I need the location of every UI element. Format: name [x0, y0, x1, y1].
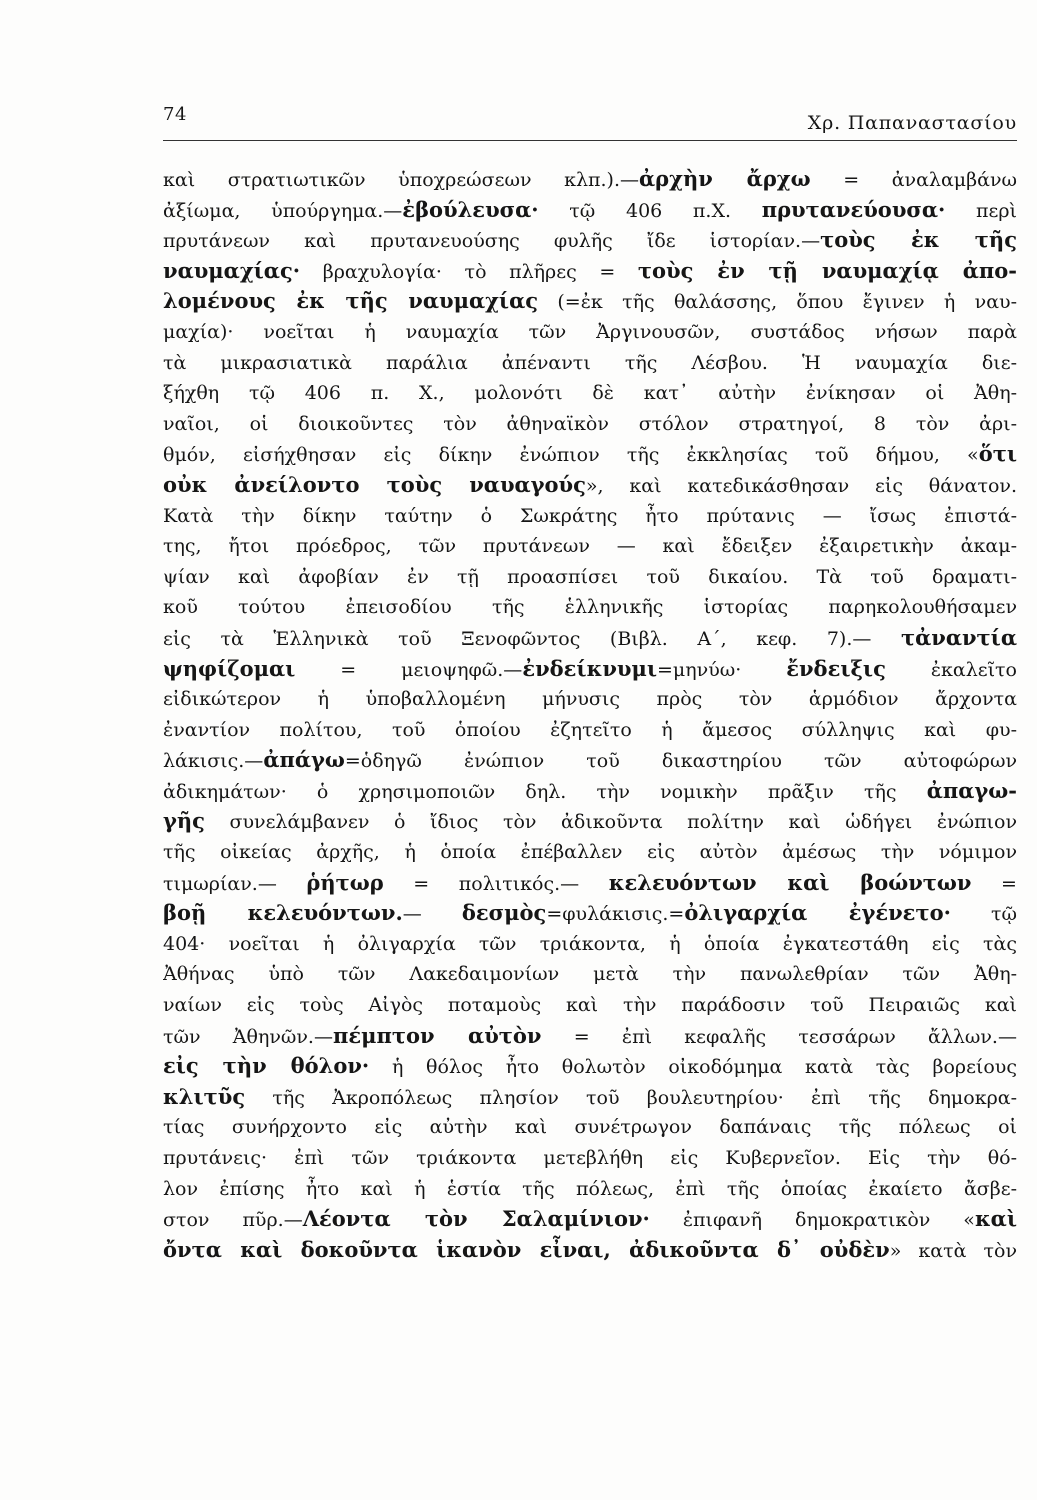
text-line — [163, 990, 1017, 1021]
bold-lemma: ναυμαχίας· — [163, 257, 301, 283]
text-line — [163, 1143, 1017, 1174]
text-segment: Ἀθήνας ὑπὸ τῶν Λακεδαιμονίων μετὰ τὴν πανωλεθρίαν τῶν Ἀθη- — [163, 963, 1017, 986]
text-line — [163, 898, 1017, 929]
bold-lemma: εἰς τὴν θόλον· — [163, 1053, 370, 1079]
text-segment: της, ἤτοι πρόεδρος, τῶν πρυτάνεων — καὶ ἔδειξεν ἐξαιρετικὴν ἀκαμ- — [163, 535, 1017, 558]
text-segment: =φυλάκισις.= — [546, 903, 685, 926]
text-line — [163, 1204, 1017, 1235]
text-line — [163, 745, 1017, 776]
text-segment: τιμωρίαν.— — [163, 872, 307, 895]
text-line — [163, 256, 1017, 287]
text-line — [163, 225, 1017, 256]
text-segment: =μηνύω· — [657, 658, 787, 681]
text-segment: τῷ 406 π.Χ. — [538, 199, 762, 222]
bold-lemma: βοῇ κελευόντων. — [163, 900, 403, 926]
text-segment: πρυτάνεις· ἐπὶ τῶν τριάκοντα μετεβλήθη εἰς Κυβερνεῖον. Εἰς τὴν θό- — [163, 1147, 1017, 1169]
text-segment: (=ἐκ τῆς θαλάσσης, ὅπου ἔγινεν ἡ ναυ- — [538, 291, 1017, 314]
text-line — [163, 715, 1017, 746]
text-line — [163, 959, 1017, 990]
text-segment: τῷ — [950, 903, 1017, 926]
bold-lemma: ἀπαγω- — [926, 777, 1017, 803]
text-line — [163, 623, 1017, 654]
bold-lemma: ἀπάγω — [263, 747, 345, 773]
text-segment: », καὶ κατεδικάσθησαν εἰς θάνατον. — [585, 474, 1017, 497]
text-segment: = ἀναλαμβάνω — [810, 169, 1017, 191]
bold-lemma: λομένους ἐκ τῆς ναυμαχίας — [163, 288, 539, 314]
text-segment: λάκισις.— — [163, 750, 264, 773]
text-line — [163, 317, 1017, 348]
text-line — [163, 806, 1017, 837]
bold-lemma: ὀλιγαρχία ἐγένετο· — [684, 900, 951, 926]
text-segment: =ὁδηγῶ ἐνώπιον τοῦ δικαστηρίου τῶν αὐτοφώρων — [344, 750, 1017, 773]
text-segment: = πολιτικός.— — [383, 872, 609, 895]
text-segment: μαχία)· νοεῖται ἡ ναυμαχία τῶν Ἀργινουσῶν, συστάδος νήσων παρὰ — [163, 320, 1017, 343]
text-segment: στον πῦρ.— — [163, 1209, 303, 1232]
bold-lemma: καὶ — [974, 1206, 1017, 1232]
running-head — [163, 104, 1017, 141]
bold-lemma: κλιτῦς — [163, 1083, 246, 1109]
text-segment: περὶ — [945, 199, 1017, 222]
text-line — [163, 1021, 1017, 1052]
body-text — [163, 164, 1017, 1265]
bold-lemma: ὄντα καὶ δοκοῦντα ἱκανὸν εἶναι, ἀδικοῦντα δ᾿ οὐδὲν — [163, 1236, 890, 1262]
bold-lemma: ῥήτωρ — [306, 869, 384, 895]
bold-lemma: πέμπτον αὐτὸν — [332, 1022, 542, 1048]
text-segment: » κατὰ τὸν — [889, 1239, 1017, 1262]
bold-lemma: τοὺς ἐν τῇ ναυμαχίᾳ ἀπο- — [637, 257, 1017, 283]
text-line — [163, 837, 1017, 868]
text-line — [163, 348, 1017, 379]
text-segment: ἡ θόλος ἦτο θολωτὸν οἰκοδόμημα κατὰ τὰς βορείους — [369, 1056, 1017, 1079]
bold-lemma: τοὺς ἐκ τῆς — [820, 227, 1017, 253]
text-segment: ἐκαλεῖτο — [885, 658, 1017, 681]
text-line — [163, 470, 1017, 501]
running-head-author: Χρ. Παπαναστασίου — [807, 112, 1017, 134]
text-segment: ξήχθη τῷ 406 π. Χ., μολονότι δὲ κατ᾿ αὐτὴν ἐνίκησαν οἱ Ἀθη- — [163, 382, 1017, 405]
text-segment: ναίων εἰς τοὺς Αἰγὸς ποταμοὺς καὶ τὴν παράδοσιν τοῦ Πειραιῶς καὶ — [163, 994, 1017, 1017]
text-segment: βραχυλογία· τὸ πλῆρες = — [300, 260, 638, 283]
bold-lemma: ὅτι — [978, 441, 1017, 467]
bold-lemma: ψηφίζομαι — [163, 655, 296, 681]
text-segment: ἐναντίον πολίτου, τοῦ ὁποίου ἐζητεῖτο ἡ ἄμεσος σύλληψις καὶ φυ- — [163, 718, 1017, 741]
text-segment: = ἐπὶ κεφαλῆς τεσσάρων ἄλλων.— — [541, 1025, 1017, 1048]
text-line — [163, 501, 1017, 532]
text-segment: καὶ στρατιωτικῶν ὑποχρεώσεων κλπ.).— — [163, 169, 640, 191]
bold-lemma: ἐβούλευσα· — [402, 196, 539, 222]
text-line — [163, 378, 1017, 409]
text-line — [163, 929, 1017, 960]
text-segment: πρυτάνεων καὶ πρυτανευούσης φυλῆς ἴδε ἱστορίαν.— — [163, 230, 821, 253]
page-number: 74 — [163, 104, 187, 125]
text-segment: τῶν Ἀθηνῶν.— — [163, 1025, 333, 1048]
text-line — [163, 776, 1017, 807]
text-segment: — — [402, 903, 462, 926]
text-segment: ἐπιφανῆ δημοκρατικὸν « — [649, 1209, 975, 1232]
text-segment: λον ἐπίσης ἦτο καὶ ἡ ἑστία τῆς πόλεως, ἐπὶ τῆς ὁποίας ἐκαίετο ἄσβε- — [163, 1177, 1017, 1200]
text-line — [163, 1082, 1017, 1113]
bold-lemma: κελευόντων καὶ βοώντων — [608, 869, 972, 895]
text-line — [163, 1174, 1017, 1205]
text-line — [163, 684, 1017, 715]
bold-lemma: πρυτανεύουσα· — [761, 196, 946, 222]
text-segment: εἰς τὰ Ἑλληνικὰ τοῦ Ξενοφῶντος (Βιβλ. Α΄, κεφ. 7).— — [163, 627, 901, 650]
bold-lemma: ἔνδειξις — [786, 655, 886, 681]
text-line — [163, 1235, 1017, 1266]
text-segment: τῆς Ἀκροπόλεως πλησίον τοῦ βουλευτηρίου· ἐπὶ τῆς δημοκρα- — [245, 1086, 1017, 1109]
text-segment: κοῦ τούτου ἐπεισοδίου τῆς ἑλληνικῆς ἱστορίας παρηκολουθήσαμεν — [163, 596, 1017, 619]
text-line — [163, 164, 1017, 195]
text-segment: τίας συνήρχοντο εἰς αὐτὴν καὶ συνέτρωγον δαπάναις τῆς πόλεως οἱ — [163, 1116, 1017, 1139]
text-line — [163, 439, 1017, 470]
text-segment: Κατὰ τὴν δίκην ταύτην ὁ Σωκράτης ἦτο πρύτανις — ἴσως ἐπιστά- — [163, 504, 1017, 527]
text-line — [163, 195, 1017, 226]
text-segment: 404· νοεῖται ἡ ὀλιγαρχία τῶν τριάκοντα, ἡ ὁποία ἐγκατεστάθη εἰς τὰς — [163, 932, 1017, 955]
bold-lemma: γῆς — [163, 808, 205, 834]
text-line — [163, 1112, 1017, 1143]
bold-lemma: δεσμὸς — [461, 900, 547, 926]
text-segment: = — [971, 872, 1017, 895]
text-line — [163, 409, 1017, 440]
text-segment: ἀδικημάτων· ὁ χρησιμοποιῶν δηλ. τὴν νομικὴν πρᾶξιν τῆς — [163, 780, 927, 803]
text-line — [163, 562, 1017, 593]
text-line — [163, 286, 1017, 317]
bold-lemma: Λέοντα τὸν Σαλαμίνιον· — [302, 1206, 650, 1232]
bold-lemma: τἀναντία — [900, 624, 1017, 650]
text-segment: ἀξίωμα, ὑπούργημα.— — [163, 199, 403, 222]
text-segment: τῆς οἰκείας ἀρχῆς, ἡ ὁποία ἐπέβαλλεν εἰς αὐτὸν ἀμέσως τὴν νόμιμον — [163, 841, 1017, 864]
text-line — [163, 868, 1017, 899]
text-line — [163, 1051, 1017, 1082]
bold-lemma: οὐκ ἀνείλοντο τοὺς ναυαγούς — [163, 471, 586, 497]
text-line — [163, 592, 1017, 623]
text-segment: συνελάμβανεν ὁ ἴδιος τὸν ἀδικοῦντα πολίτην καὶ ὡδήγει ἐνώπιον — [204, 811, 1017, 834]
text-segment: τὰ μικρασιατικὰ παράλια ἀπέναντι τῆς Λέσβου. Ἡ ναυμαχία διε- — [163, 351, 1017, 374]
bold-lemma: ἀρχὴν ἄρχω — [639, 166, 811, 191]
bold-lemma: ἐνδείκνυμι — [522, 655, 657, 681]
text-segment: ψίαν καὶ ἀφοβίαν ἐν τῇ προασπίσει τοῦ δικαίου. Τὰ τοῦ δραματι- — [163, 565, 1017, 588]
text-segment: θμόν, εἰσήχθησαν εἰς δίκην ἐνώπιον τῆς ἐκκλησίας τοῦ δήμου, « — [163, 444, 979, 467]
text-line — [163, 531, 1017, 562]
text-segment: = μειοψηφῶ.— — [295, 658, 523, 681]
text-line — [163, 654, 1017, 685]
text-segment: εἰδικώτερον ἡ ὑποβαλλομένη μήνυσις πρὸς τὸν ἁρμόδιον ἄρχοντα — [163, 688, 1017, 711]
text-segment: ναῖοι, οἱ διοικοῦντες τὸν ἀθηναϊκὸν στόλον στρατηγοί, 8 τὸν ἀρι- — [163, 412, 1017, 435]
